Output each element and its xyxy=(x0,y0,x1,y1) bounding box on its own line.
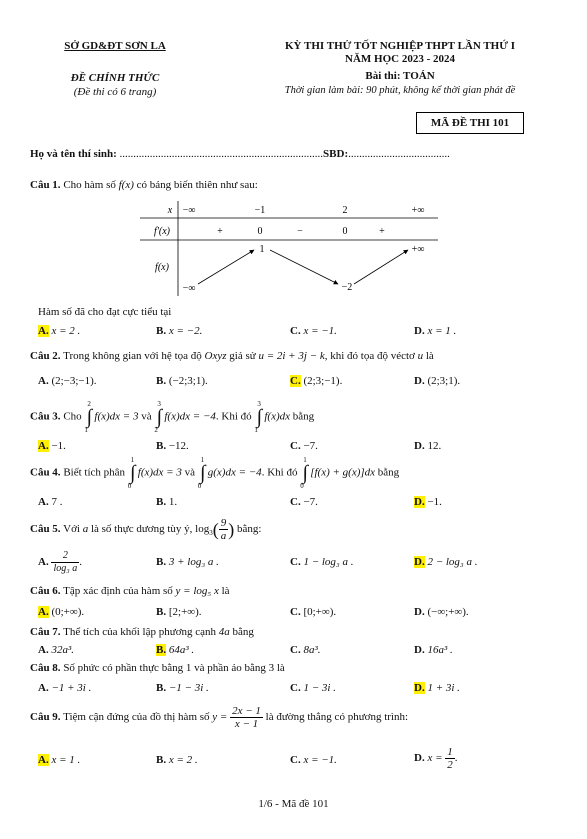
q9-option-a[interactable]: A. x = 1 . xyxy=(38,754,81,766)
table-row-x-label: x xyxy=(167,205,173,216)
q6-option-b[interactable]: B. [2;+∞). xyxy=(156,606,202,618)
q6-option-c[interactable]: C. [0;+∞). xyxy=(290,606,337,618)
question-7: Câu 7. Thể tích của khối lập phương cạnh 4a bằng xyxy=(30,626,254,638)
q1-option-c[interactable]: C. x = −1. xyxy=(290,325,337,337)
question-9: Câu 9. Tiệm cận đứng của đồ thị hàm số y = $\frac{2x - 1}{x - 1}$ là đường thẳng có phương trình: xyxy=(30,704,409,730)
q4-option-a[interactable]: A. 7 . xyxy=(38,496,63,508)
q4-option-b[interactable]: B. 1. xyxy=(156,496,178,508)
integral-sign: ∫ 2 1 xyxy=(84,400,93,434)
log-expr: $\log_3$( $\frac{9}{a}$ ) xyxy=(195,516,235,542)
q5-option-c[interactable]: C. 1 − log₃ a . xyxy=(290,556,354,568)
question-3: Câu 3. Cho ∫ 2 1 f(x)dx = 3 và ∫ 3 2 f(x)dx = −4. Khi đó ∫ 3 1 f(x)dx bằng xyxy=(30,400,315,434)
q7-option-c[interactable]: C. 8a³. xyxy=(290,644,321,656)
arrow-up-1 xyxy=(198,250,254,284)
q8-option-a[interactable]: A. −1 + 3i . xyxy=(38,682,92,694)
exam-year: NĂM HỌC 2023 - 2024 xyxy=(345,53,455,65)
math-fx: f(x) xyxy=(118,179,134,191)
exam-code-box: MÃ ĐỀ THI 101 xyxy=(416,112,524,134)
integral-sign: ∫ 1 0 xyxy=(127,456,136,490)
sign-4: 0 xyxy=(342,226,348,237)
q6-option-d[interactable]: D. (−∞;+∞). xyxy=(414,606,469,618)
x-val-pos-inf: +∞ xyxy=(411,205,425,216)
q9-option-c[interactable]: C. x = −1. xyxy=(290,754,337,766)
q3-option-a[interactable]: A. −1. xyxy=(38,440,66,452)
exam-time: Thời gian làm bài: 90 phút, không kể thời gian phát đề xyxy=(284,85,516,96)
f-val-1: 1 xyxy=(259,244,265,255)
sbd-label: SBD: xyxy=(323,148,349,160)
q1-option-a[interactable]: A. x = 2 . xyxy=(38,325,81,337)
question-8: Câu 8. Số phức có phần thực bằng 1 và phần ảo bằng 3 là xyxy=(30,662,285,674)
candidate-name-label: Họ và tên thí sinh: xyxy=(30,148,117,160)
question-2: Câu 2. Trong không gian với hệ tọa độ Oxyz giả sử u = 2i + 3j − k, khi đó tọa độ véctơ u là xyxy=(30,350,434,362)
question-5: Câu 5. Với a là số thực dương tùy ý, $\log_3$( $\frac{9}{a}$ ) bằng: xyxy=(30,516,262,542)
exam-title: KỲ THI THỬ TỐT NGHIỆP THPT LẦN THỨ I xyxy=(284,40,516,52)
page-footer: 1/6 - Mã đề 101 xyxy=(258,798,329,810)
question-number: Câu 1. xyxy=(30,179,61,191)
arrow-down xyxy=(270,250,338,284)
q4-option-d[interactable]: D. −1. xyxy=(414,496,442,508)
candidate-line xyxy=(30,148,450,160)
org-name: SỞ GD&ĐT SƠN LA xyxy=(64,40,166,52)
integral-sign: ∫ 1 0 xyxy=(300,456,308,490)
f-val-neg-inf: −∞ xyxy=(182,283,196,294)
q9-option-d[interactable]: D. x = $\frac{1}{2}$ . xyxy=(414,746,458,771)
q5-option-b[interactable]: B. 3 + log₃ a . xyxy=(156,556,219,568)
q3-option-d[interactable]: D. 12. xyxy=(414,440,442,452)
sbd-dots: ..................................... xyxy=(348,148,450,160)
sign-2: 0 xyxy=(257,226,263,237)
arrow-up-2 xyxy=(354,250,408,284)
table-row-fp-label: f'(x) xyxy=(153,226,171,237)
q8-option-b[interactable]: B. −1 − 3i . xyxy=(156,682,209,694)
official-label: ĐỀ CHÍNH THỨC xyxy=(70,72,160,84)
q4-option-c[interactable]: C. −7. xyxy=(290,496,318,508)
q7-option-d[interactable]: D. 16a³ . xyxy=(414,644,453,656)
q3-option-c[interactable]: C. −7. xyxy=(290,440,318,452)
q7-option-b[interactable]: B. 64a³ . xyxy=(156,644,195,656)
integral-sign: ∫ 3 1 xyxy=(254,400,263,434)
page-count: (Đề thi có 6 trang) xyxy=(73,86,157,98)
q2-option-d[interactable]: D. (2;3;1). xyxy=(414,375,461,387)
x-val-neg-1: −1 xyxy=(254,205,266,216)
sign-3: − xyxy=(297,226,303,237)
variation-table xyxy=(140,198,440,298)
q1-option-b[interactable]: B. x = −2. xyxy=(156,325,203,337)
integral-sign: ∫ 3 2 xyxy=(154,400,163,434)
q2-option-a[interactable]: A. (2;−3;−1). xyxy=(38,375,97,387)
question-text: có bảng biến thiên như sau: xyxy=(136,179,258,191)
x-val-2: 2 xyxy=(342,205,348,216)
q1-option-d[interactable]: D. x = 1 . xyxy=(414,325,457,337)
q6-option-a[interactable]: A. (0;+∞). xyxy=(38,606,85,618)
f-val-pos-inf: +∞ xyxy=(411,244,425,255)
q8-option-d[interactable]: D. 1 + 3i . xyxy=(414,682,460,694)
question-1-prompt: Hàm số đã cho đạt cực tiểu tại xyxy=(38,306,172,318)
q3-option-b[interactable]: B. −12. xyxy=(156,440,189,452)
x-val-neg-inf: −∞ xyxy=(182,205,196,216)
q8-option-c[interactable]: C. 1 − 3i . xyxy=(290,682,336,694)
question-6: Câu 6. Tập xác định của hàm số y = log₅ x là xyxy=(30,585,230,597)
exam-subject: Bài thi: TOÁN xyxy=(365,70,435,82)
candidate-name-dots: .......................................................................... xyxy=(119,148,324,160)
q5-option-d[interactable]: D. 2 − log₃ a . xyxy=(414,556,478,568)
q2-option-b[interactable]: B. (−2;3;1). xyxy=(156,375,208,387)
sign-5: + xyxy=(379,226,385,237)
integral-sign: ∫ 1 0 xyxy=(197,456,206,490)
q5-option-a[interactable]: A. $\frac{2}{\text{log₃ a}}$ . xyxy=(38,550,82,574)
question-text: Cho hàm số xyxy=(63,179,116,191)
table-row-f-label: f(x) xyxy=(155,262,169,273)
q2-option-c[interactable]: C. (2;3;−1). xyxy=(290,375,343,387)
sign-1: + xyxy=(217,226,223,237)
q9-option-b[interactable]: B. x = 2 . xyxy=(156,754,198,766)
question-4: Câu 4. Biết tích phân ∫ 1 0 f(x)dx = 3 và ∫ 1 0 g(x)dx = −4. Khi đó ∫ 1 0 [f(x) + g(x)]dx bằng xyxy=(30,456,400,490)
q7-option-a[interactable]: A. 32a³. xyxy=(38,644,75,656)
question-1 xyxy=(30,179,258,191)
f-val-neg-2: −2 xyxy=(341,282,353,293)
